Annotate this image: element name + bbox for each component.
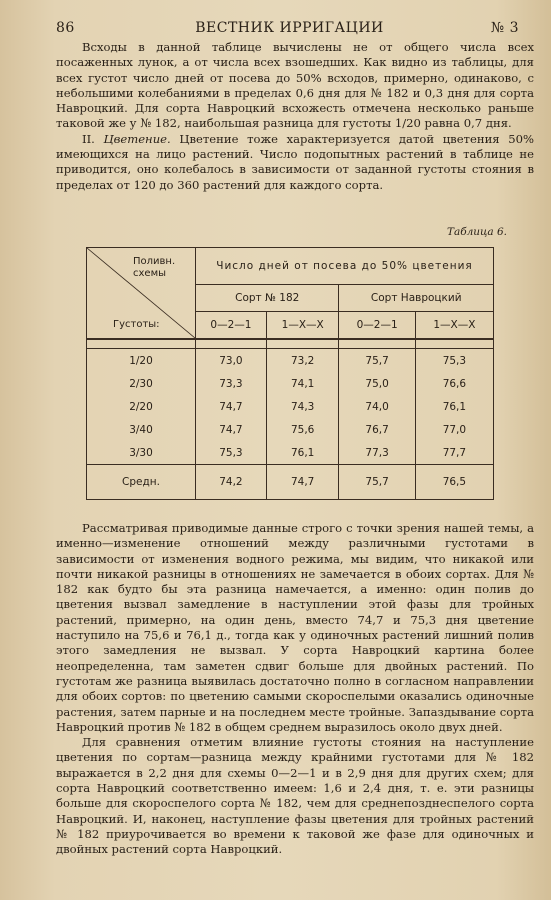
- average-cell: 76,5: [415, 465, 493, 500]
- average-cell: 74,7: [266, 465, 339, 500]
- scheme-header: 0—2—1: [339, 312, 415, 340]
- data-table: [86, 247, 494, 500]
- row-label: 3/30: [87, 441, 196, 465]
- paragraph-flowering-body: Цветение тоже характеризуется датой цветения 50% имеющихся на лицо растений. Число подопытных растений в таблице не приводится, оно колебалось в зависимости от заданной густоты стояния в пределах от 120 до 360 растений для каждого сорта.: [56, 131, 535, 192]
- table-row: [87, 372, 494, 395]
- table-cell: 76,7: [339, 418, 415, 441]
- table-caption: Таблица 6.: [446, 226, 507, 238]
- average-cell: 75,7: [339, 465, 415, 500]
- table-cell: 76,1: [415, 395, 493, 418]
- table-cell: 76,6: [415, 372, 493, 395]
- stub-density-label: Густоты:: [113, 319, 160, 330]
- page-number: 86: [56, 20, 75, 36]
- journal-title: ВЕСТНИК ИРРИГАЦИИ: [195, 20, 384, 36]
- table-cell: 75,6: [266, 418, 339, 441]
- table-average-row: [87, 465, 494, 500]
- table-cell: 74,7: [196, 418, 267, 441]
- row-label: 3/40: [87, 418, 196, 441]
- table-cell: 74,7: [196, 395, 267, 418]
- average-label: Средн.: [87, 465, 196, 500]
- table-main-header: Число дней от посева до 50% цветения: [196, 248, 494, 285]
- text-block-bottom: [56, 521, 534, 858]
- table-row: [87, 441, 494, 465]
- text-block-top: [56, 40, 534, 193]
- row-label: 2/20: [87, 395, 196, 418]
- scheme-header: 1—X—X: [266, 312, 339, 340]
- paragraph-analysis: Рассматривая приводимые данные строго с точки зрения нашей темы, а именно—изменение отношений между различными густотами в зависимости от изменения водного режима, мы видим, что никакой или почти никакой разницы в отношениях не замечается в обоих сортах. Для № 182 как будто бы эта разница намечается, а именно: один полив до цветения вызвал замедление в наступлении этой фазы для тройных растений, примерно, на один день, вместо 74,7 и 75,3 дня цветение наступило на 75,6 и 76,1 д., тогда как у одиночных растений лишний полив этого замедления не вызвал. У сорта Навроцкий картина более неопределенна, там заметен сдвиг больше для двойных растений. По густотам же разница выявилась достаточно полно в согласном направлении для обоих сортов: по цветению самыми скороспелыми оказались одиночные растения, затем парные и на последнем месте тройные. Запаздывание сорта Навроцкий против № 182 в общем среднем выразилось около двух дней.: [56, 521, 534, 734]
- table-cell: 76,1: [266, 441, 339, 465]
- table-cell: 73,2: [266, 349, 339, 373]
- table-cell: 75,7: [339, 349, 415, 373]
- row-label: 2/30: [87, 372, 196, 395]
- table-row: [87, 418, 494, 441]
- table-row: [87, 395, 494, 418]
- table-cell: 74,3: [266, 395, 339, 418]
- table-cell: 77,3: [339, 441, 415, 465]
- section-number: II.: [82, 131, 104, 146]
- table-cell: 75,3: [415, 349, 493, 373]
- table-cell: 75,3: [196, 441, 267, 465]
- table-cell: 77,7: [415, 441, 493, 465]
- table-cell: 77,0: [415, 418, 493, 441]
- variety-header-182: Сорт № 182: [196, 285, 339, 312]
- row-label: 1/20: [87, 349, 196, 373]
- section-title: Цветение.: [103, 131, 171, 146]
- average-cell: 74,2: [196, 465, 267, 500]
- table-cell: 73,3: [196, 372, 267, 395]
- issue-number: № 3: [490, 20, 519, 36]
- page-header: [50, 18, 529, 40]
- table-cell: 74,1: [266, 372, 339, 395]
- table-stub-header: [87, 248, 196, 340]
- table-cell: 75,0: [339, 372, 415, 395]
- paragraph-comparison: Для сравнения отметим влияние густоты стояния на наступление цветения по сортам—разница между крайними густотами для № 182 выражается в 2,2 дня для схемы 0—2—1 и в 2,9 дня для других схем; для сорта Навроцкий соответственно имеем: 1,6 и 2,4 дня, т. е. эти разницы больше для скороспелого сорта № 182, чем для среднепозднеспелого сорта Навроцкий. И, наконец, наступление фазы цветения для тройных растений № 182 приурочивается во времени к таковой же фазе для одиночных и двойных растений сорта Навроцкий.: [56, 735, 534, 857]
- table-cell: 73,0: [196, 349, 267, 373]
- table-cell: 74,0: [339, 395, 415, 418]
- table-row: [87, 349, 494, 373]
- stub-schemes-label: Поливн. схемы: [133, 256, 176, 279]
- variety-header-navrotsky: Сорт Навроцкий: [339, 285, 494, 312]
- paragraph-flowering: [56, 132, 534, 193]
- scheme-header: 1—X—X: [415, 312, 493, 340]
- scheme-header: 0—2—1: [196, 312, 267, 340]
- paragraph-sprouts: Всходы в данной таблице вычислены не от общего числа всех посаженных лунок, а от числа всех взошедших. Как видно из таблицы, для всех густот число дней от посева до 50% всходов, примерно, одинаково, с небольшими колебаниями в пределах 0,6 дня для № 182 и 0,3 дня для сорта Навроцкий. Для сорта Навроцкий всхожесть отмечена несколько раньше таковой же у № 182, наибольшая разница для густоты 1/20 равна 0,7 дня.: [56, 40, 534, 131]
